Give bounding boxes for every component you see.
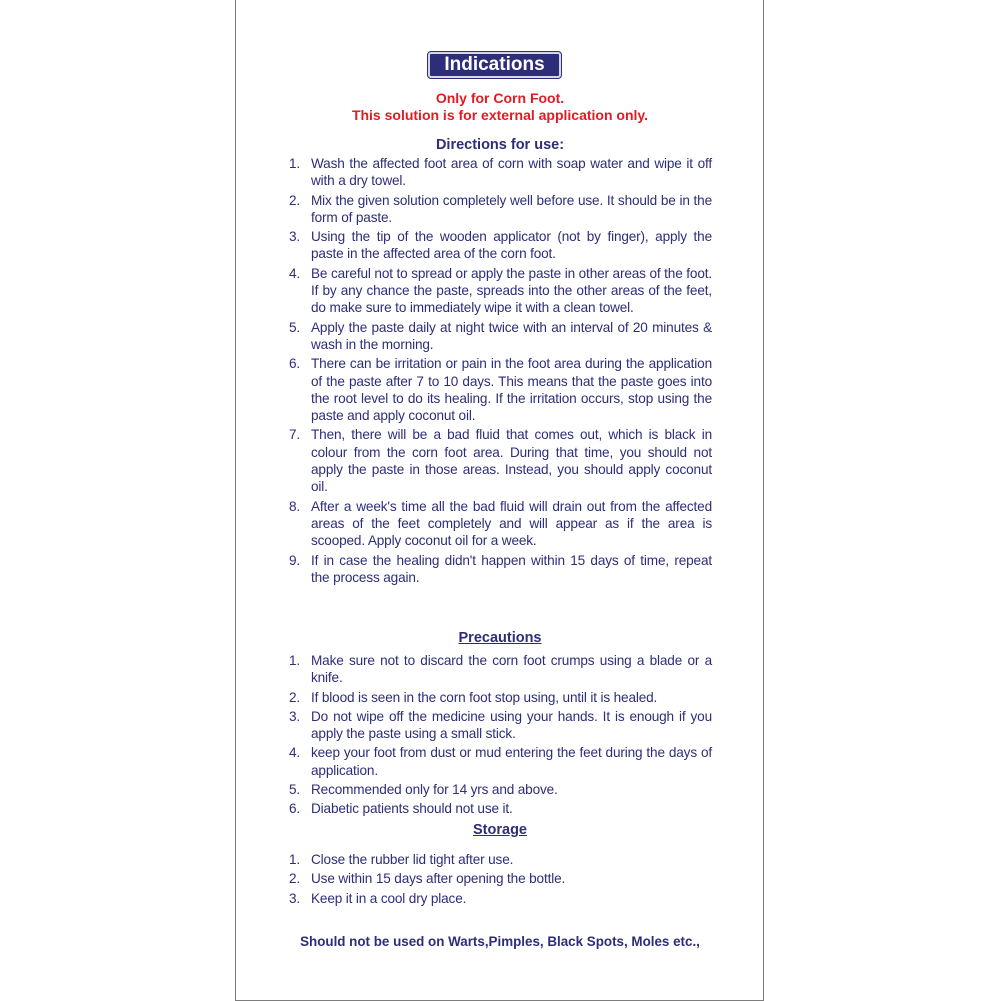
item-number: 3. [289,229,301,245]
list-item [287,870,712,887]
item-number: 1. [289,653,301,668]
item-text: There can be irritation or pain in the foot area during the application of the paste after 7 to 10 days. This means that the paste goes into the root level to do its healing. If the irritation occurs, stop using the paste and apply coconut oil. [311,356,712,424]
list-item [287,355,712,424]
item-text: Then, there will be a bad fluid that comes out, which is black in colour from the corn foot area. During that time, you should not apply the paste in those areas. Instead, you should apply coconut oil. [311,427,712,495]
list-item [287,552,712,587]
item-text: Wash the affected foot area of corn with soap water and wipe it off with a dry towel. [311,156,712,189]
item-number: 3. [289,708,301,724]
item-text: Do not wipe off the medicine using your hands. It is enough if you apply the paste using a small stick. [311,708,712,742]
item-number: 6. [289,801,301,817]
item-number: 5. [289,782,301,798]
list-item [287,851,712,868]
item-number: 2. [289,192,301,208]
item-text: Use within 15 days after opening the bottle. [311,871,566,887]
list-item [287,426,712,495]
item-text: If blood is seen in the corn foot stop using, until it is healed. [311,689,658,705]
directions-list [287,155,712,588]
list-item [287,228,712,263]
item-number: 5. [289,319,301,335]
item-number: 2. [289,689,301,705]
item-number: 1. [289,156,301,171]
item-text: Keep it in a cool dry place. [311,890,467,906]
list-item [287,265,712,317]
list-item [287,890,712,907]
item-number: 4. [289,265,301,281]
list-item [287,192,712,227]
item-number: 7. [289,427,301,443]
item-number: 2. [289,871,301,887]
item-number: 1. [289,852,301,867]
list-item [287,781,712,798]
item-number: 4. [289,745,301,761]
list-item [287,689,712,706]
corn-foot-only-note: Only for Corn Foot. [435,90,565,106]
item-text: Using the tip of the wooden applicator (not by finger), apply the paste in the affected area of the corn foot. [311,229,712,262]
item-number: 9. [289,552,301,568]
item-text: If in case the healing didn't happen within 15 days of time, repeat the process again. [311,552,712,585]
item-text: Diabetic patients should not use it. [311,801,513,817]
external-use-note: This solution is for external application only. [351,107,649,123]
list-item [287,800,712,817]
precautions-title-text: Precautions [458,630,542,646]
precautions-list [287,652,712,820]
item-number: 8. [289,498,301,514]
item-number: 3. [289,890,301,906]
list-item [287,708,712,743]
item-text: Recommended only for 14 yrs and above. [311,782,558,798]
list-item [287,498,712,550]
item-text: Be careful not to spread or apply the paste in other areas of the foot. If by any chance the paste, spreads into the other areas of the feet, do make sure to immediately wipe it with a clean towel. [311,265,712,316]
storage-title-text: Storage [473,822,527,838]
item-text: keep your foot from dust or mud entering the feet during the days of application. [311,745,712,778]
indications-heading: Indications [428,52,561,78]
directions-title: Directions for use: [435,137,565,153]
item-number: 6. [289,356,301,372]
list-item [287,319,712,354]
usage-warning: Should not be used on Warts,Pimples, Black Spots, Moles etc., [300,934,700,949]
precautions-title [240,630,760,647]
item-text: Apply the paste daily at night twice with an interval of 20 minutes & wash in the morning. [311,319,712,352]
item-text: After a week's time all the bad fluid will drain out from the affected areas of the feet completely and will appear as if the area is scooped. Apply coconut oil for a week. [311,498,712,549]
storage-list [287,851,712,909]
item-text: Close the rubber lid tight after use. [311,852,514,867]
list-item [287,744,712,779]
storage-title [240,822,760,839]
item-text: Make sure not to discard the corn foot crumps using a blade or a knife. [311,653,712,686]
list-item [287,652,712,687]
list-item [287,155,712,190]
item-text: Mix the given solution completely well before use. It should be in the form of paste. [311,192,712,225]
